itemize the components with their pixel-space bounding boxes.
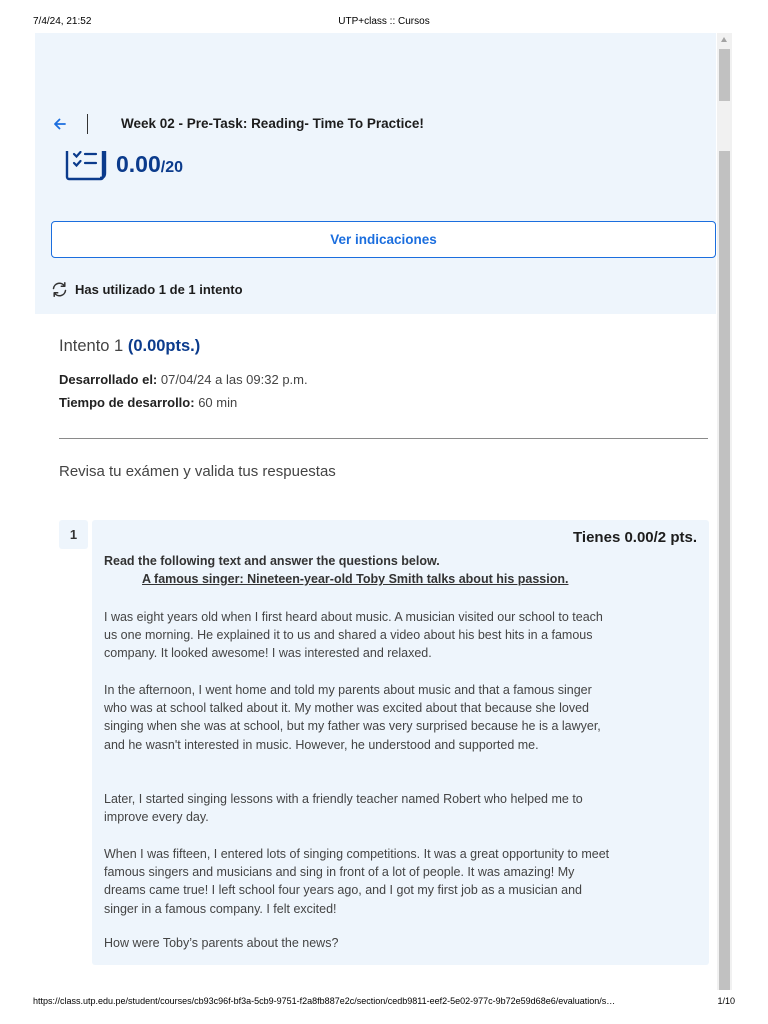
section-divider (59, 438, 708, 439)
reading-paragraph: In the afternoon, I went home and told my parents about music and that a famous singer who was at school talked about it. My mother was excited about that because she loved singing when she was at school, but my father was very surprised because he is a lawyer, and he wasn't interested in music. However, he understood and supported me. (104, 683, 601, 752)
developed-label: Desarrollado el: (59, 372, 158, 387)
attempt-label: Intento 1 (59, 337, 124, 355)
scrollbar[interactable] (717, 33, 732, 990)
score-value: 0.00 (116, 151, 161, 177)
attempt-points: (0.00pts.) (127, 337, 201, 355)
top-bar (35, 33, 716, 151)
duration-value: 60 min (198, 395, 238, 410)
scrollbar-thumb-top[interactable] (719, 49, 730, 101)
ver-indicaciones-button[interactable]: Ver indicaciones (51, 221, 716, 258)
attempt-heading (59, 337, 200, 356)
scrollbar-thumb[interactable] (719, 151, 730, 990)
print-page-number: 1/10 (717, 996, 735, 1006)
question-score: Tienes 0.00/2 pts. (573, 529, 697, 546)
arrow-left-icon[interactable] (51, 115, 69, 133)
score-total (116, 151, 183, 178)
development-time (59, 395, 237, 410)
print-title: UTP+class :: Cursos (338, 16, 430, 27)
scroll-up-arrow-icon[interactable] (721, 37, 727, 42)
developed-value: 07/04/24 a las 09:32 p.m. (160, 372, 308, 387)
sync-icon (51, 281, 68, 298)
print-date: 7/4/24, 21:52 (33, 16, 92, 27)
reading-paragraph: I was eight years old when I first heard about music. A musician visited our school to teach us one morning. He explained it to us and shared a video about his best hits in a famous company. It looked awesome! I was interested and relaxed. (104, 610, 603, 661)
page-viewport (35, 33, 732, 990)
question-instruction: Read the following text and answer the questions below. (104, 554, 440, 568)
print-footer (0, 994, 768, 1008)
attempts-text: Has utilizado 1 de 1 intento (75, 282, 243, 297)
review-text: Revisa tu exámen y valida tus respuestas (59, 463, 336, 480)
question-prompt: How were Toby’s parents about the news? (104, 936, 339, 950)
print-url: https://class.utp.edu.pe/student/courses/cb93c96f-bf3a-5cb9-9751-f2a8fb887e2c/section/cedb9811-eef2-5e02-977c-9b72e59d68e6/evaluation/s… (33, 996, 616, 1006)
header-divider (87, 114, 88, 134)
duration-label: Tiempo de desarrollo: (59, 395, 195, 410)
print-header (0, 14, 768, 30)
reading-paragraph: When I was fifteen, I entered lots of singing competitions. It was a great opportunity to meet famous singers and musicians and sing in front of a lot of people. It was amazing! My dreams came true! I left school four years ago, and I got my first job as a musician and singer in a famous company. I felt excited! (104, 847, 610, 916)
question-number[interactable]: 1 (59, 520, 88, 549)
reading-paragraph: Later, I started singing lessons with a friendly teacher named Robert who helped me to improve every day. (104, 792, 583, 825)
developed-date (59, 372, 308, 387)
score-max: /20 (160, 159, 184, 176)
question-card (92, 520, 709, 965)
reading-title: A famous singer: Nineteen-year-old Toby Smith talks about his passion. (142, 572, 569, 586)
page-title: Week 02 - Pre-Task: Reading- Time To Practice! (121, 116, 424, 131)
